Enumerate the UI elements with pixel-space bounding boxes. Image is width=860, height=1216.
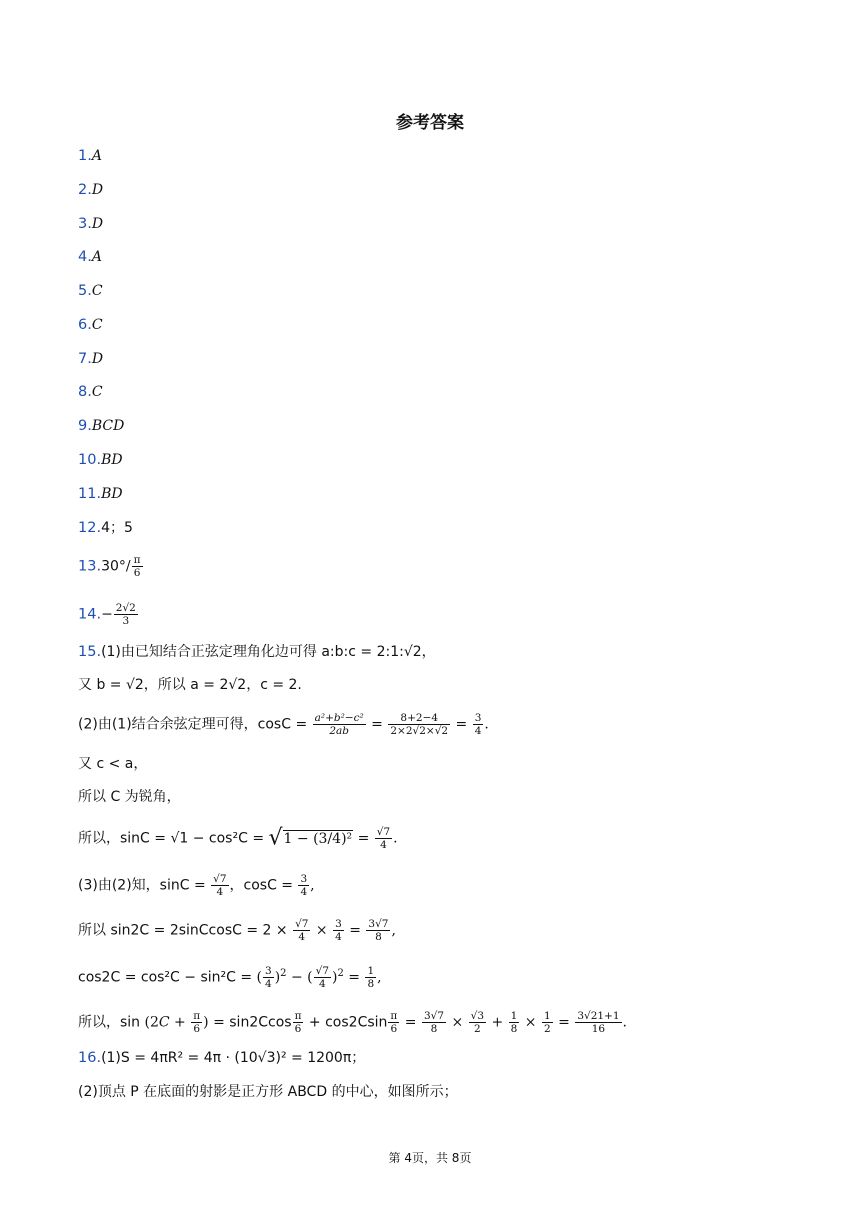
solution-15-line-1: 15.(1)由已知结合正弦定理角化边可得 a:b:c = 2:1:√2， — [78, 644, 436, 660]
answer-line: 12.4；5 — [78, 520, 133, 536]
solution-15-line-3: (2)由(1)结合余弦定理可得，cosC = $\frac{\text{a²+b²−c²}}{2ab}$ = $\frac{8+2-4}{2\times 2√2\times√2}$ = $\frac{3}{4}$ . — [78, 712, 489, 737]
answer-line: 4.A — [78, 249, 102, 265]
answer-line: 6.C — [78, 317, 103, 333]
solution-15-line-4: 又 c < a， — [78, 756, 148, 772]
solution-15-line-2: 又 b = √2，所以 a = 2√2，c = 2. — [78, 677, 302, 693]
answer-line: 2.D — [78, 182, 104, 198]
solution-15-line-5: 所以 C 为锐角， — [78, 789, 181, 805]
solution-16-line-1: 16.(1)S = 4πR² = 4π · (10√3)² = 1200π； — [78, 1050, 366, 1066]
answer-line: 9.BCD — [78, 418, 125, 434]
solution-15-line-8: 所以 sin2C = 2sinCcosC = 2 × $\frac{√7}{4}$ × $\frac{3}{4}$ = $\frac{3√7}{8}$ , — [78, 918, 396, 943]
answer-line: 1.A — [78, 148, 102, 164]
answer-line-14: 14.− $\frac{2√2}{3}$ — [78, 602, 136, 627]
solution-15-line-6: 所以，sinC = √1 − cos²C = √1 − (3/4)² = $\frac{√7}{4}$ . — [78, 825, 398, 851]
answer-line: 5.C — [78, 283, 103, 299]
solution-15-line-7: (3)由(2)知，sinC = $\frac{√7}{4}$ ，cosC = $\frac{3}{4}$ , — [78, 873, 315, 898]
answer-line-13: 13.30°/ $\frac{\pi}{6}$ — [78, 554, 141, 579]
answer-line: 11.BD — [78, 486, 123, 502]
answer-line: 7.D — [78, 351, 104, 367]
solution-16-line-2: (2)顶点 P 在底面的射影是正方形 ABCD 的中心，如图所示； — [78, 1084, 458, 1100]
solution-15-line-10: 所以，sin (2C + $\frac{\pi}{6}$ ) = sin2Ccos $\frac{\pi}{6}$ + cos2Csin $\frac{\pi}{6}$ = $\frac{3√7}{8}$ × $\frac{√3}{2}$ + $\frac{1}{8}$ × $\frac{1}{2}$ = $\frac{3√21+1}{16}$ . — [78, 1010, 627, 1035]
answer-line: 10.BD — [78, 452, 123, 468]
answer-line: 3.D — [78, 216, 104, 232]
solution-15-line-9: cos2C = cos²C − sin²C = ( $\frac{3}{4}$ )$^2$ − ( $\frac{√7}{4}$ )$^2$ = $\frac{1}{8}$ , — [78, 965, 382, 991]
answer-line: 8.C — [78, 384, 103, 400]
page-title: 参考答案 — [396, 113, 464, 133]
page-footer: 第 4页，共 8页 — [388, 1151, 472, 1165]
